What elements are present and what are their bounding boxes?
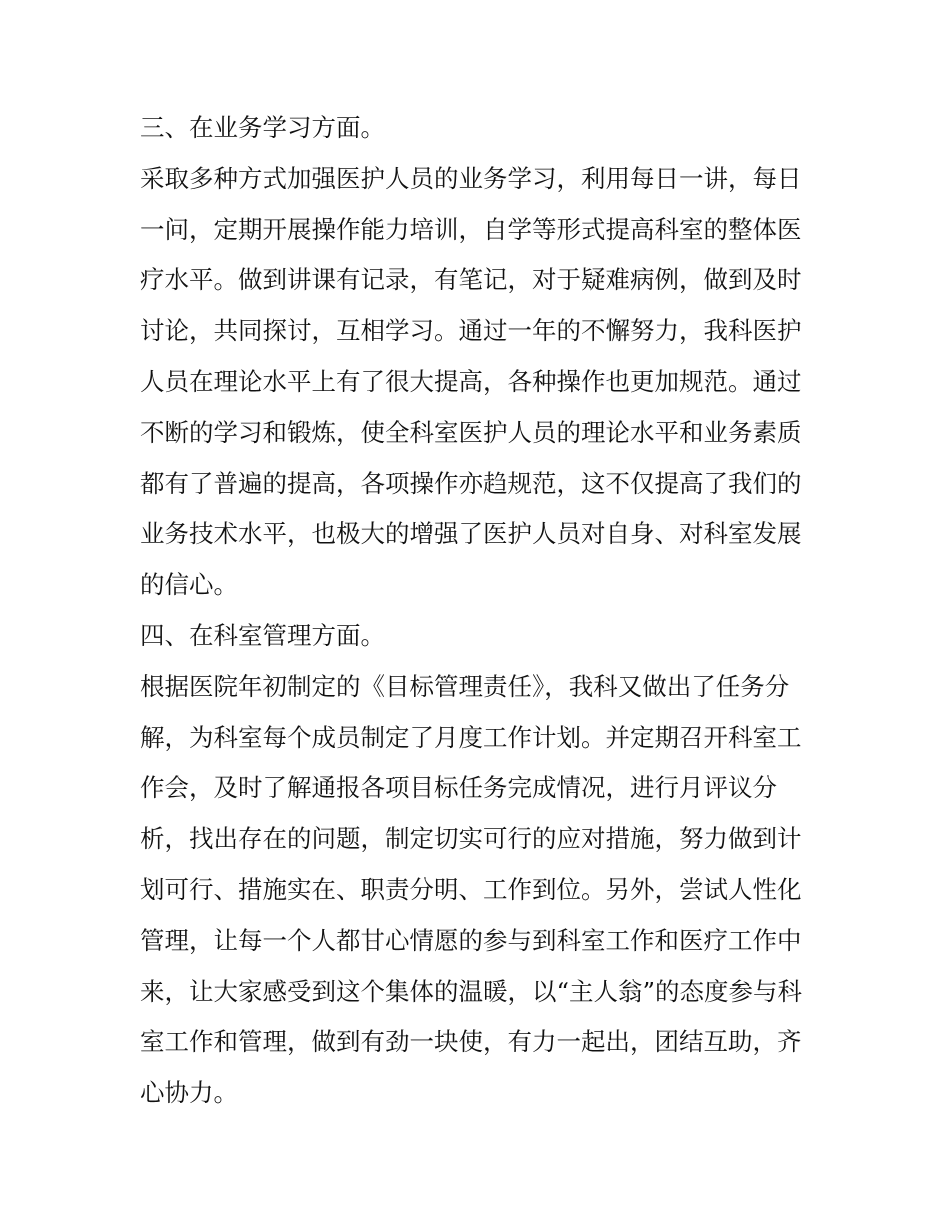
paragraph-line: 的信心。 [140, 570, 238, 600]
paragraph-line: 不断的学习和锻炼，使全科室医护人员的理论水平和业务素质 [140, 417, 802, 447]
paragraph-line: 管理，让每一个人都甘心情愿的参与到科室工作和医疗工作中 [140, 925, 802, 955]
paragraph-line: 都有了普遍的提高，各项操作亦趋规范，这不仅提高了我们的 [140, 468, 802, 498]
paragraph-line: 来，让大家感受到这个集体的温暖，以“主人翁”的态度参与科 [140, 976, 803, 1006]
paragraph-line: 疗水平。做到讲课有记录，有笔记，对于疑难病例，做到及时 [140, 265, 802, 295]
section-heading: 三、在业务学习方面。 [140, 113, 385, 142]
paragraph-line: 一问，定期开展操作能力培训，自学等形式提高科室的整体医 [140, 214, 802, 244]
paragraph-line: 人员在理论水平上有了很大提高，各种操作也更加规范。通过 [140, 366, 802, 396]
paragraph-line: 析，找出存在的问题，制定切实可行的应对措施，努力做到计 [140, 824, 802, 854]
paragraph-line: 室工作和管理，做到有劲一块使，有力一起出，团结互助，齐 [140, 1027, 802, 1057]
paragraph-line: 业务技术水平，也极大的增强了医护人员对自身、对科室发展 [140, 519, 802, 549]
paragraph-line: 划可行、措施实在、职责分明、工作到位。另外，尝试人性化 [140, 874, 802, 904]
paragraph-line: 作会，及时了解通报各项目标任务完成情况，进行月评议分 [140, 773, 777, 803]
paragraph-line: 解，为科室每个成员制定了月度工作计划。并定期召开科室工 [140, 722, 802, 752]
section-heading: 四、在科室管理方面。 [140, 620, 385, 650]
paragraph-line: 心协力。 [140, 1078, 238, 1108]
paragraph-line: 采取多种方式加强医护人员的业务学习，利用每日一讲，每日 [140, 163, 802, 193]
paragraph-line: 根据医院年初制定的《目标管理责任》，我科又做出了任务分 [140, 671, 790, 701]
paragraph-line: 讨论，共同探讨，互相学习。通过一年的不懈努力，我科医护 [140, 316, 802, 346]
document-body [140, 103, 820, 1119]
